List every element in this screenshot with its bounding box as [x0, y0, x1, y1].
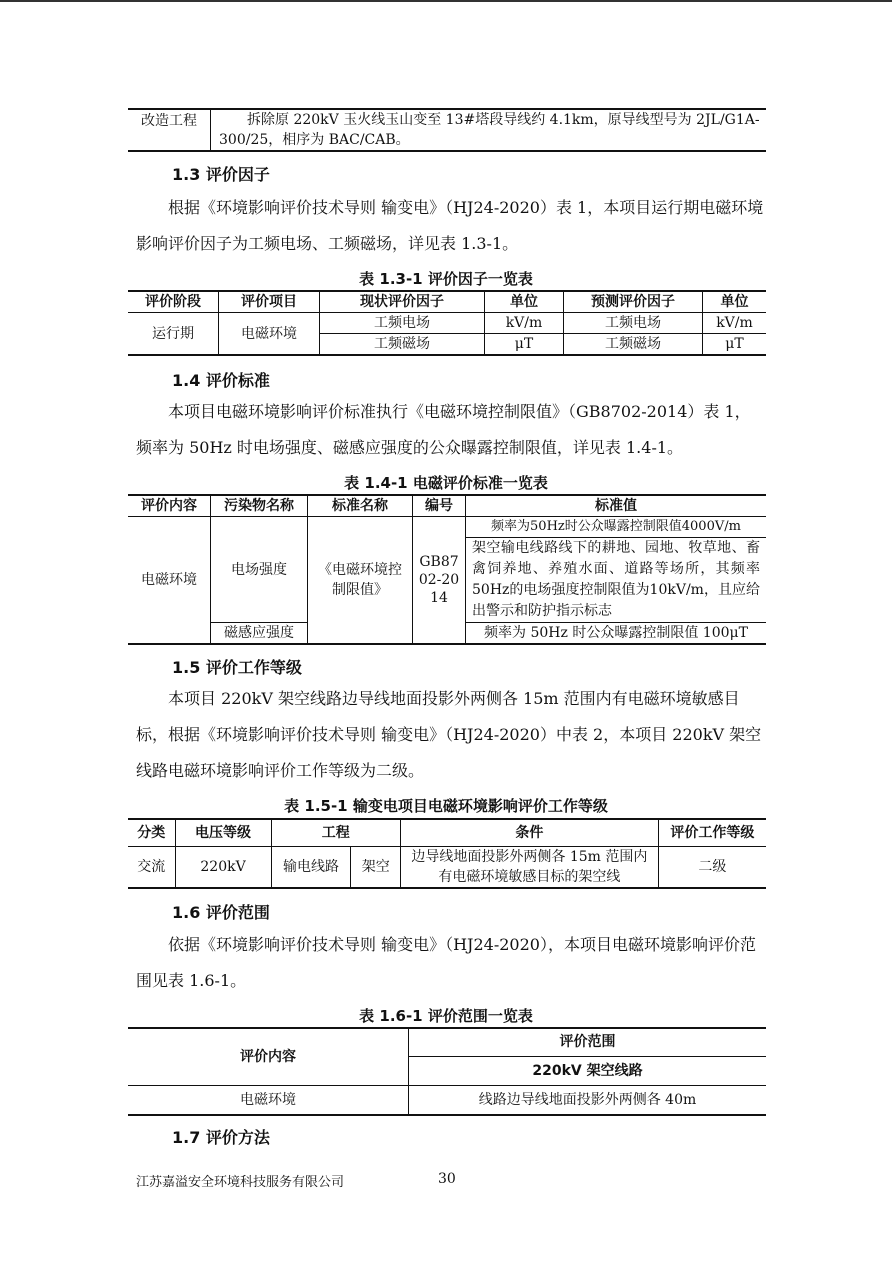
table-header: 污染物名称: [211, 495, 308, 517]
reconstruction-table: [128, 108, 766, 152]
reconstruction-content: 拆除原 220kV 玉火线玉山变至 13#塔段导线约 4.1km，原导线型号为 2JL/G1A-300/25，相序为 BAC/CAB。: [211, 109, 767, 151]
table-header: 分类: [137, 825, 166, 841]
table-cell-item: 电磁环境: [219, 313, 320, 356]
paragraph-1-5: 本项目 220kV 架空线路边导线地面投影外两侧各 15m 范围内有电磁环境敏感目标，根据《环境影响评价技术导则 输变电》（HJ24-2020）中表 2，本项目 220kV 架空线路电磁环境影响评价工作等级为二级。: [136, 689, 762, 780]
table-cell: μT: [703, 334, 767, 356]
table-cell: 输电线路: [271, 847, 351, 889]
table-caption-1-5-1: 表 1.5-1 输变电项目电磁环境影响评价工作等级: [284, 797, 608, 815]
paragraph-1-6: 依据《环境影响评价技术导则 输变电》（HJ24-2020），本项目电磁环境影响评价范围见表 1.6-1。: [136, 935, 756, 990]
table-1-5-1: [128, 818, 766, 889]
table-1-3-1: [128, 290, 766, 356]
table-cell-value: 频率为50Hz时公众曝露控制限值4000V/m: [466, 517, 767, 538]
table-cell: 工频磁场: [320, 334, 485, 356]
table-cell: 线路边导线地面投影外两侧各 40m: [409, 1086, 767, 1116]
top-rule: [0, 0, 892, 2]
footer-company: 江苏嘉溢安全环境科技服务有限公司: [136, 1175, 345, 1190]
table-header: 评价范围: [409, 1028, 767, 1057]
table-cell: 工频磁场: [564, 334, 703, 356]
table-header: 编号: [413, 495, 466, 517]
table-header: 评价阶段: [145, 294, 201, 310]
table-caption-1-4-1: 表 1.4-1 电磁评价标准一览表: [344, 474, 548, 492]
table-cell: kV/m: [703, 313, 767, 334]
table-cell: kV/m: [485, 313, 564, 334]
table-cell-stage: 运行期: [152, 325, 194, 342]
table-cell: 220kV: [175, 847, 271, 889]
table-cell: 电磁环境: [240, 1092, 296, 1108]
table-header: 单位: [703, 291, 767, 313]
table-header: 评价工作等级: [658, 819, 766, 847]
table-header: 工程: [271, 819, 400, 847]
table-cell-pollutant: 磁感应强度: [211, 623, 308, 645]
table-cell: 工频电场: [320, 313, 485, 334]
table-cell: 工频电场: [564, 313, 703, 334]
section-heading-1-3: 1.3 评价因子: [172, 165, 270, 184]
table-cell-content: 电磁环境: [141, 572, 197, 588]
table-cell-standard-name: 《电磁环境控制限值》: [308, 517, 413, 645]
table-cell-value: 架空输电线路线下的耕地、园地、牧草地、畜禽饲养地、养殖水面、道路等场所，其频率50Hz的电场强度控制限值为10kV/m，且应给出警示和防护指示标志: [466, 538, 767, 623]
section-heading-1-4: 1.4 评价标准: [172, 371, 270, 390]
table-header: 评价内容: [141, 498, 197, 514]
table-header: 标准值: [466, 495, 767, 517]
table-header: 评价项目: [219, 291, 320, 313]
table-header: 现状评价因子: [320, 291, 485, 313]
table-header: 评价内容: [240, 1049, 296, 1065]
table-caption-1-6-1: 表 1.6-1 评价范围一览表: [359, 1007, 533, 1025]
table-1-6-1: [128, 1027, 766, 1116]
table-cell: 二级: [658, 847, 766, 889]
table-cell: μT: [485, 334, 564, 356]
table-header: 预测评价因子: [564, 291, 703, 313]
table-header: 标准名称: [308, 495, 413, 517]
table-cell-pollutant: 电场强度: [211, 517, 308, 623]
table-cell-code: GB8702-2014: [413, 517, 466, 645]
section-heading-1-7: 1.7 评价方法: [172, 1128, 270, 1147]
table-1-4-1: [128, 494, 766, 645]
paragraph-1-4: 本项目电磁环境影响评价标准执行《电磁环境控制限值》（GB8702-2014）表 1，频率为 50Hz 时电场强度、磁感应强度的公众曝露控制限值，详见表 1.4-1。: [136, 402, 751, 457]
paragraph-1-3: 根据《环境影响评价技术导则 输变电》（HJ24-2020）表 1，本项目运行期电磁环境影响评价因子为工频电场、工频磁场，详见表 1.3-1。: [136, 198, 764, 253]
table-cell: 架空: [351, 847, 401, 889]
section-heading-1-6: 1.6 评价范围: [172, 903, 270, 922]
table-header: 单位: [485, 291, 564, 313]
table-subheader: 220kV 架空线路: [409, 1057, 767, 1086]
table-cell-value: 频率为 50Hz 时公众曝露控制限值 100μT: [466, 623, 767, 645]
page-number: 30: [438, 1171, 456, 1187]
table-header: 电压等级: [175, 819, 271, 847]
table-header: 条件: [400, 819, 658, 847]
section-heading-1-5: 1.5 评价工作等级: [172, 658, 302, 677]
table-cell: 边导线地面投影外两侧各 15m 范围内有电磁环境敏感目标的架空线: [400, 847, 658, 889]
reconstruction-label: 改造工程: [141, 113, 197, 129]
table-caption-1-3-1: 表 1.3-1 评价因子一览表: [359, 270, 533, 288]
table-cell: 交流: [137, 859, 166, 875]
